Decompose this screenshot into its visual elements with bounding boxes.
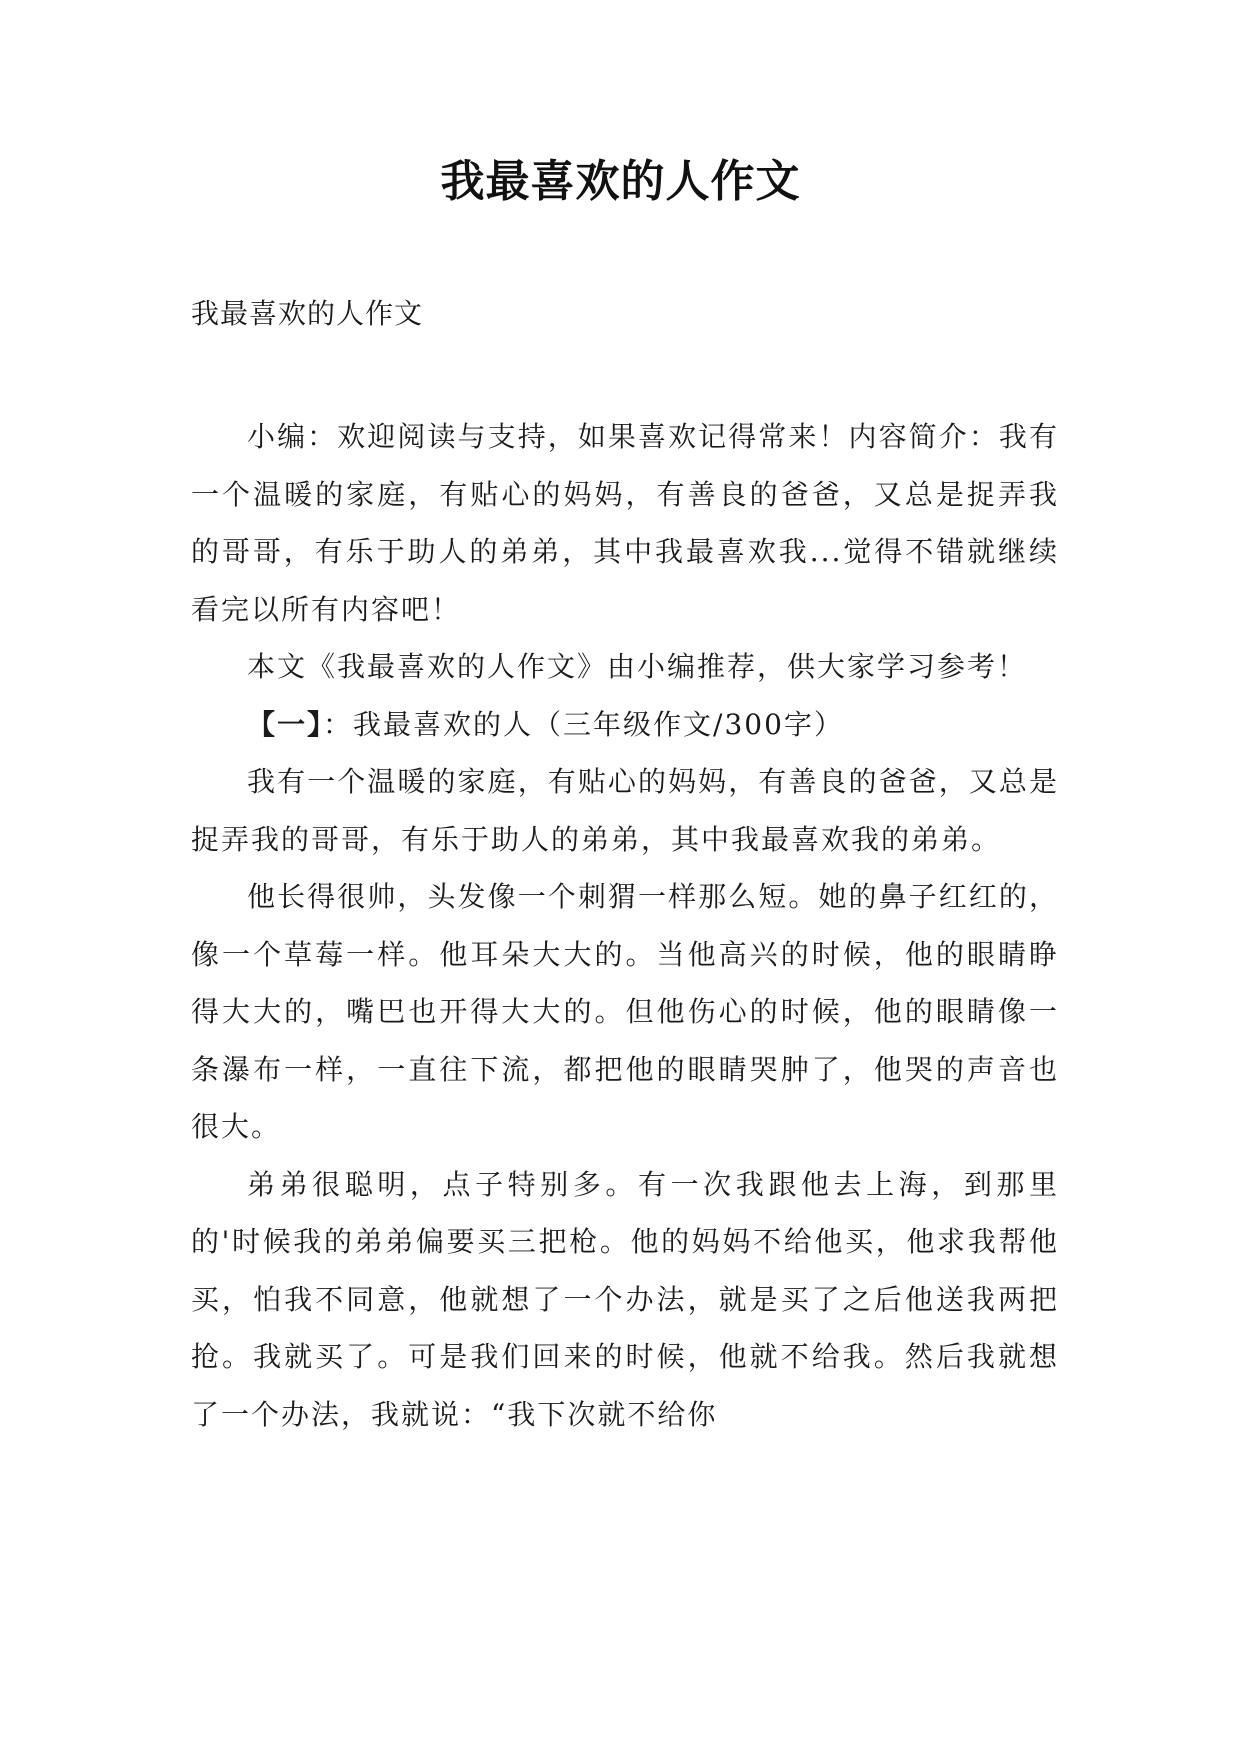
document-title: 我最喜欢的人作文 <box>440 156 801 207</box>
recommendation-paragraph: 本文《我最喜欢的人作文》由小编推荐，供大家学习参考！ <box>247 650 1028 683</box>
story-paragraph: 他长得很帅，头发像一个刺猬一样那么短。她的鼻子红红的，像一个草莓一样。他耳朵大大的。当他高兴的时候，他的眼睛睁得大大的，嘴巴也开得大大的。但他伤心的时候，他的眼睛像一条瀑布一样，一直往下流，都把他的眼睛哭肿了，他哭的声音也很大。 <box>191 880 1059 1143</box>
section-marker: 【一】 <box>247 707 324 741</box>
document-body <box>191 408 1059 1443</box>
story-paragraph: 我有一个温暖的家庭，有贴心的妈妈，有善良的爸爸，又总是捉弄我的哥哥，有乐于助人的弟弟，其中我最喜欢我的弟弟。 <box>191 765 1059 856</box>
section-heading <box>191 696 1059 754</box>
document-subtitle: 我最喜欢的人作文 <box>191 297 424 330</box>
section-heading-text: ：我最喜欢的人（三年级作文/300字） <box>323 707 844 741</box>
story-paragraph: 弟弟很聪明，点子特别多。有一次我跟他去上海，到那里的'时候我的弟弟偏要买三把枪。他的妈妈不给他买，他求我帮他买，怕我不同意，他就想了一个办法，就是买了之后他送我两把抢。我就买了。可是我们回来的时候，他就不给我。然后我就想了一个办法，我就说：“我下次就不给你 <box>191 1167 1059 1431</box>
intro-paragraph: 小编：欢迎阅读与支持，如果喜欢记得常来！内容简介：我有一个温暖的家庭，有贴心的妈妈，有善良的爸爸，又总是捉弄我的哥哥，有乐于助人的弟弟，其中我最喜欢我...觉得不错就继续看完以所有内容吧！ <box>191 420 1059 626</box>
